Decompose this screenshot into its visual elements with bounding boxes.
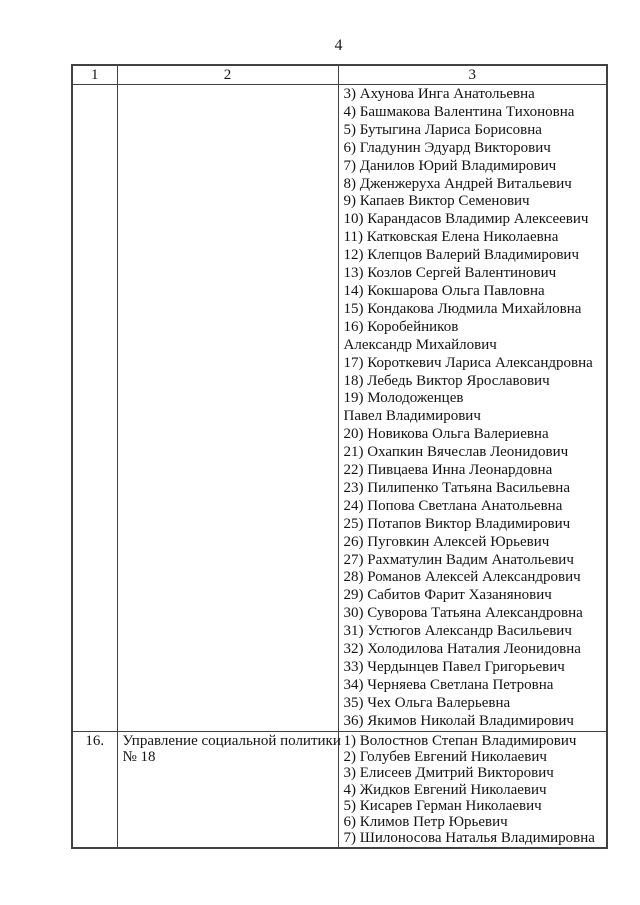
person-name: 6) Климов Петр Юрьевич [343, 814, 508, 831]
person-name: 11) Катковская Елена Николаевна [343, 229, 559, 246]
column-header-3: 3 [338, 65, 607, 85]
person-name: 7) Шилоносова Наталья Владимировна [343, 830, 595, 847]
person-name: 5) Бутыгина Лариса Борисовна [343, 121, 542, 138]
person-name: 14) Кокшарова Ольга Павловна [343, 282, 545, 299]
person-name: Александр Михайлович [343, 336, 497, 353]
person-name: 35) Чех Ольга Валерьевна [343, 694, 511, 711]
department-line: № 18 [122, 748, 156, 765]
table-row [72, 731, 607, 848]
person-name: 13) Козлов Сергей Валентинович [343, 265, 557, 282]
department-line: Управление социальной политики [122, 732, 341, 749]
person-name: 29) Сабитов Фарит Хазанянович [343, 587, 552, 604]
person-name: 12) Клепцов Валерий Владимирович [343, 247, 580, 264]
person-name: 28) Романов Алексей Александрович [343, 569, 581, 586]
person-name: 1) Волостнов Степан Владимирович [343, 732, 577, 749]
person-name: 9) Капаев Виктор Семенович [343, 193, 530, 210]
person-name: 25) Потапов Виктор Владимирович [343, 515, 571, 532]
names-cell [338, 731, 607, 848]
person-name: 23) Пилипенко Татьяна Васильевна [343, 479, 570, 496]
person-name: 19) Молодоженцев [343, 390, 464, 407]
department-cell [117, 731, 341, 848]
row-index-cell: 16. [72, 731, 117, 848]
table-row [72, 85, 607, 732]
person-name: Павел Владимирович [343, 408, 481, 425]
person-name: 6) Гладунин Эдуард Викторович [343, 139, 551, 156]
person-name: 16) Коробейников [343, 318, 459, 335]
column-header-1: 1 [72, 65, 117, 85]
person-name: 22) Пивцаева Инна Леонардовна [343, 462, 553, 479]
person-name: 3) Ахунова Инга Анатольевна [343, 86, 535, 102]
person-name: 17) Короткевич Лариса Александровна [343, 354, 593, 371]
person-name: 15) Кондакова Людмила Михайловна [343, 300, 582, 317]
page-number: 4 [334, 37, 343, 54]
person-name: 5) Кисарев Герман Николаевич [343, 797, 542, 814]
appointments-table [71, 64, 608, 849]
row-index-cell [72, 85, 117, 732]
person-name: 27) Рахматулин Вадим Анатольевич [343, 551, 574, 568]
person-name: 2) Голубев Евгений Николаевич [343, 748, 547, 765]
column-header-2: 2 [117, 65, 338, 85]
person-name: 24) Попова Светлана Анатольевна [343, 497, 563, 514]
person-name: 36) Якимов Николай Владимирович [343, 712, 574, 729]
table-header-row [72, 65, 607, 85]
person-name: 4) Башмакова Валентина Тихоновна [343, 103, 575, 120]
names-cell [338, 85, 607, 732]
person-name: 20) Новикова Ольга Валериевна [343, 426, 549, 443]
person-name: 32) Холодилова Наталия Леонидовна [343, 641, 581, 658]
person-name: 8) Дженжеруха Андрей Витальевич [343, 175, 572, 192]
person-name: 34) Черняева Светлана Петровна [343, 676, 554, 693]
person-name: 33) Чердынцев Павел Григорьевич [343, 659, 565, 675]
person-name: 10) Карандасов Владимир Алексеевич [343, 211, 589, 228]
person-name: 31) Устюгов Александр Васильевич [343, 623, 572, 640]
person-name: 30) Суворова Татьяна Александровна [343, 605, 583, 622]
department-cell [117, 85, 338, 732]
person-name: 7) Данилов Юрий Владимирович [343, 157, 557, 174]
person-name: 3) Елисеев Дмитрий Викторович [343, 765, 554, 782]
person-name: 18) Лебедь Виктор Ярославович [343, 372, 550, 389]
person-name: 21) Охапкин Вячеслав Леонидович [343, 444, 569, 461]
person-name: 4) Жидков Евгений Николаевич [343, 781, 547, 798]
person-name: 26) Пуговкин Алексей Юрьевич [343, 533, 550, 550]
